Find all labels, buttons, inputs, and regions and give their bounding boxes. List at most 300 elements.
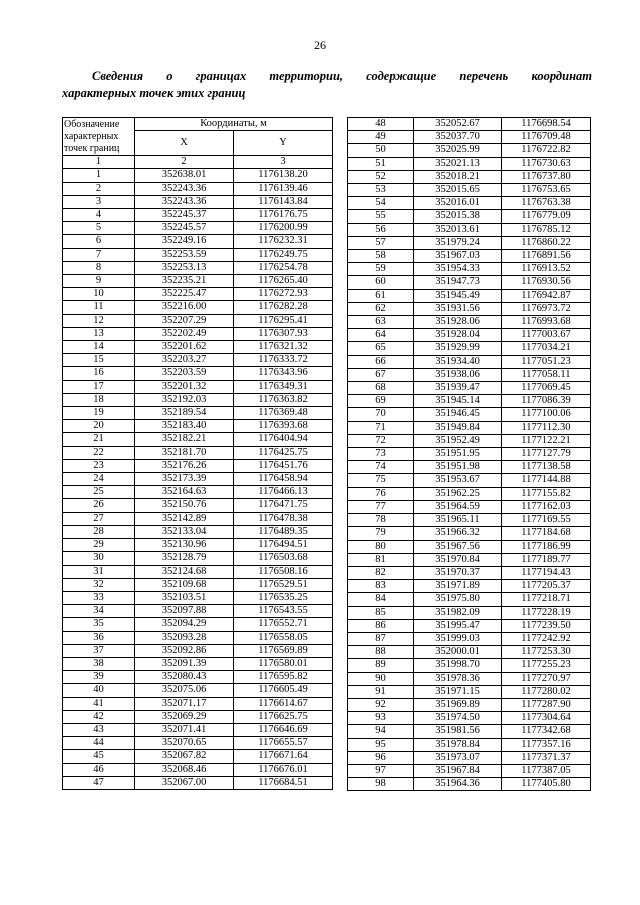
y-coordinate: 1177205.37 <box>502 580 591 593</box>
x-coordinate: 352243.36 <box>135 182 234 195</box>
y-coordinate: 1176625.75 <box>234 710 333 723</box>
table-row <box>348 672 591 685</box>
y-coordinate: 1176569.89 <box>234 644 333 657</box>
point-number: 69 <box>348 395 414 408</box>
table-row <box>63 473 333 486</box>
table-row <box>63 723 333 736</box>
table-row <box>348 553 591 566</box>
point-number: 98 <box>348 778 414 791</box>
y-coordinate: 1176737.80 <box>502 170 591 183</box>
x-coordinate: 352176.26 <box>135 459 234 472</box>
table-row <box>63 525 333 538</box>
x-coordinate: 352253.59 <box>135 248 234 261</box>
x-coordinate: 352068.46 <box>135 763 234 776</box>
table-row <box>348 619 591 632</box>
x-coordinate: 352071.17 <box>135 697 234 710</box>
column-number: 1 <box>63 156 135 169</box>
y-coordinate: 1177127.79 <box>502 448 591 461</box>
x-coordinate: 351962.25 <box>414 487 502 500</box>
point-number: 88 <box>348 646 414 659</box>
header-line: характерных <box>64 130 119 142</box>
x-coordinate: 351934.40 <box>414 355 502 368</box>
table-row <box>63 433 333 446</box>
table-row <box>348 118 591 131</box>
point-number: 50 <box>348 144 414 157</box>
point-number: 75 <box>348 474 414 487</box>
x-coordinate: 352133.04 <box>135 525 234 538</box>
point-number: 27 <box>63 512 135 525</box>
y-coordinate: 1177242.92 <box>502 632 591 645</box>
y-coordinate: 1176891.56 <box>502 250 591 263</box>
table-row <box>348 197 591 210</box>
y-coordinate: 1176535.25 <box>234 591 333 604</box>
table-row <box>348 144 591 157</box>
table-row <box>348 276 591 289</box>
x-coordinate: 351981.56 <box>414 725 502 738</box>
heading-line-2: характерных точек этих границ <box>62 86 246 100</box>
x-coordinate: 352016.01 <box>414 197 502 210</box>
y-coordinate: 1177034.21 <box>502 342 591 355</box>
x-coordinate: 351999.03 <box>414 632 502 645</box>
y-coordinate: 1176478.38 <box>234 512 333 525</box>
x-coordinate: 352150.76 <box>135 499 234 512</box>
table-row <box>63 591 333 604</box>
y-coordinate: 1177144.88 <box>502 474 591 487</box>
table-row <box>63 275 333 288</box>
point-number: 73 <box>348 448 414 461</box>
table-row <box>63 261 333 274</box>
x-coordinate: 351975.80 <box>414 593 502 606</box>
x-coordinate: 352181.70 <box>135 446 234 459</box>
table-row <box>348 223 591 236</box>
point-number: 55 <box>348 210 414 223</box>
point-number: 12 <box>63 314 135 327</box>
point-number: 40 <box>63 684 135 697</box>
table-row <box>348 395 591 408</box>
y-coordinate: 1176494.51 <box>234 539 333 552</box>
table-row <box>63 354 333 367</box>
y-coordinate: 1176684.51 <box>234 776 333 789</box>
point-number: 26 <box>63 499 135 512</box>
y-coordinate: 1176143.84 <box>234 195 333 208</box>
y-coordinate: 1177405.80 <box>502 778 591 791</box>
y-coordinate: 1176860.22 <box>502 236 591 249</box>
point-number: 31 <box>63 565 135 578</box>
point-number: 36 <box>63 631 135 644</box>
point-number: 89 <box>348 659 414 672</box>
x-coordinate: 351928.04 <box>414 329 502 342</box>
point-number: 33 <box>63 591 135 604</box>
x-header: X <box>135 131 234 156</box>
point-number: 81 <box>348 553 414 566</box>
x-coordinate: 352245.57 <box>135 222 234 235</box>
column-number: 3 <box>234 156 333 169</box>
point-number: 52 <box>348 170 414 183</box>
y-coordinate: 1177100.06 <box>502 408 591 421</box>
point-number: 25 <box>63 486 135 499</box>
table-row <box>63 367 333 380</box>
point-number: 94 <box>348 725 414 738</box>
table-row <box>348 712 591 725</box>
y-coordinate: 1177253.30 <box>502 646 591 659</box>
point-number: 29 <box>63 539 135 552</box>
x-coordinate: 351998.70 <box>414 659 502 672</box>
x-coordinate: 352235.21 <box>135 275 234 288</box>
point-number: 61 <box>348 289 414 302</box>
table-row <box>348 606 591 619</box>
point-number: 86 <box>348 619 414 632</box>
y-coordinate: 1176349.31 <box>234 380 333 393</box>
y-coordinate: 1177255.23 <box>502 659 591 672</box>
point-number: 48 <box>348 118 414 131</box>
y-coordinate: 1176404.94 <box>234 433 333 446</box>
point-number: 2 <box>63 182 135 195</box>
y-coordinate: 1176333.72 <box>234 354 333 367</box>
y-coordinate: 1176176.75 <box>234 209 333 222</box>
y-coordinate: 1176393.68 <box>234 420 333 433</box>
x-coordinate: 352164.63 <box>135 486 234 499</box>
point-number: 11 <box>63 301 135 314</box>
y-coordinate: 1177387.05 <box>502 764 591 777</box>
table-row <box>63 552 333 565</box>
table-row <box>348 184 591 197</box>
y-coordinate: 1176552.71 <box>234 618 333 631</box>
x-coordinate: 351951.95 <box>414 448 502 461</box>
x-coordinate: 351967.03 <box>414 250 502 263</box>
coordinates-table-right <box>347 117 591 791</box>
table-row <box>63 222 333 235</box>
x-coordinate: 352182.21 <box>135 433 234 446</box>
point-number: 56 <box>348 223 414 236</box>
y-coordinate: 1176466.13 <box>234 486 333 499</box>
x-coordinate: 351928.06 <box>414 316 502 329</box>
y-coordinate: 1177184.68 <box>502 527 591 540</box>
y-coordinate: 1176655.57 <box>234 737 333 750</box>
table-row <box>348 461 591 474</box>
x-coordinate: 352067.82 <box>135 750 234 763</box>
point-number: 6 <box>63 235 135 248</box>
point-number: 85 <box>348 606 414 619</box>
x-coordinate: 352225.47 <box>135 288 234 301</box>
table-row <box>63 565 333 578</box>
y-coordinate: 1176930.56 <box>502 276 591 289</box>
y-coordinate: 1176369.48 <box>234 407 333 420</box>
table-row <box>348 593 591 606</box>
x-coordinate: 351978.84 <box>414 738 502 751</box>
point-number: 3 <box>63 195 135 208</box>
x-coordinate: 351971.89 <box>414 580 502 593</box>
y-coordinate: 1176973.72 <box>502 302 591 315</box>
y-coordinate: 1177069.45 <box>502 382 591 395</box>
point-number: 68 <box>348 382 414 395</box>
table-row <box>63 288 333 301</box>
x-coordinate: 352067.00 <box>135 776 234 789</box>
table-row <box>348 289 591 302</box>
point-number: 21 <box>63 433 135 446</box>
table-row <box>348 580 591 593</box>
point-number: 51 <box>348 157 414 170</box>
point-number: 80 <box>348 540 414 553</box>
point-number: 65 <box>348 342 414 355</box>
x-coordinate: 351938.06 <box>414 368 502 381</box>
table-row <box>63 393 333 406</box>
y-coordinate: 1176508.16 <box>234 565 333 578</box>
coordinates-table-left <box>62 117 333 790</box>
table-row <box>63 235 333 248</box>
y-coordinate: 1177189.77 <box>502 553 591 566</box>
y-coordinate: 1176558.05 <box>234 631 333 644</box>
point-number: 45 <box>63 750 135 763</box>
x-coordinate: 351973.07 <box>414 751 502 764</box>
x-coordinate: 352130.96 <box>135 539 234 552</box>
table-row <box>63 446 333 459</box>
y-coordinate: 1176503.68 <box>234 552 333 565</box>
table-row <box>348 685 591 698</box>
table-row <box>348 751 591 764</box>
x-coordinate: 352092.86 <box>135 644 234 657</box>
point-number: 32 <box>63 578 135 591</box>
point-number: 35 <box>63 618 135 631</box>
table-row <box>63 710 333 723</box>
y-coordinate: 1177287.90 <box>502 698 591 711</box>
point-number: 18 <box>63 393 135 406</box>
table-row <box>63 776 333 789</box>
y-coordinate: 1177342.68 <box>502 725 591 738</box>
table-row <box>348 382 591 395</box>
x-coordinate: 352025.99 <box>414 144 502 157</box>
x-coordinate: 352203.27 <box>135 354 234 367</box>
table-row <box>348 250 591 263</box>
point-number: 44 <box>63 737 135 750</box>
y-coordinate: 1176451.76 <box>234 459 333 472</box>
table-row <box>63 380 333 393</box>
x-coordinate: 352018.21 <box>414 170 502 183</box>
point-number: 87 <box>348 632 414 645</box>
x-coordinate: 351951.98 <box>414 461 502 474</box>
table-row <box>348 698 591 711</box>
table-row <box>348 157 591 170</box>
x-coordinate: 352091.39 <box>135 657 234 670</box>
x-coordinate: 351995.47 <box>414 619 502 632</box>
table-row <box>63 578 333 591</box>
x-coordinate: 351967.84 <box>414 764 502 777</box>
y-coordinate: 1176722.82 <box>502 144 591 157</box>
x-coordinate: 351978.36 <box>414 672 502 685</box>
y-coordinate: 1176676.01 <box>234 763 333 776</box>
y-coordinate: 1177112.30 <box>502 421 591 434</box>
table-row <box>348 210 591 223</box>
point-number: 57 <box>348 236 414 249</box>
point-number: 76 <box>348 487 414 500</box>
table-row <box>348 355 591 368</box>
point-number: 7 <box>63 248 135 261</box>
table-row <box>63 750 333 763</box>
table-row <box>63 605 333 618</box>
x-coordinate: 351952.49 <box>414 434 502 447</box>
table-row <box>348 316 591 329</box>
table-row <box>348 368 591 381</box>
point-number: 49 <box>348 131 414 144</box>
y-coordinate: 1177239.50 <box>502 619 591 632</box>
y-coordinate: 1176614.67 <box>234 697 333 710</box>
table-row <box>348 236 591 249</box>
y-coordinate: 1176763.38 <box>502 197 591 210</box>
x-coordinate: 351964.59 <box>414 500 502 513</box>
x-coordinate: 352021.13 <box>414 157 502 170</box>
point-number: 46 <box>63 763 135 776</box>
x-coordinate: 351953.67 <box>414 474 502 487</box>
point-number: 59 <box>348 263 414 276</box>
point-number: 24 <box>63 473 135 486</box>
x-coordinate: 352249.16 <box>135 235 234 248</box>
x-coordinate: 352216.00 <box>135 301 234 314</box>
x-coordinate: 351979.24 <box>414 236 502 249</box>
point-number: 78 <box>348 514 414 527</box>
table-row <box>348 170 591 183</box>
point-number: 97 <box>348 764 414 777</box>
x-coordinate: 352202.49 <box>135 327 234 340</box>
table-row <box>348 540 591 553</box>
x-coordinate: 351949.84 <box>414 421 502 434</box>
point-number: 84 <box>348 593 414 606</box>
y-coordinate: 1176272.93 <box>234 288 333 301</box>
y-header: Y <box>234 131 333 156</box>
header-line: точек границ <box>64 142 120 154</box>
point-number: 17 <box>63 380 135 393</box>
point-number: 82 <box>348 566 414 579</box>
point-number: 95 <box>348 738 414 751</box>
point-number: 43 <box>63 723 135 736</box>
y-coordinate: 1176709.48 <box>502 131 591 144</box>
y-coordinate: 1176785.12 <box>502 223 591 236</box>
table-row <box>63 631 333 644</box>
x-coordinate: 351971.15 <box>414 685 502 698</box>
y-coordinate: 1176363.82 <box>234 393 333 406</box>
y-coordinate: 1177194.43 <box>502 566 591 579</box>
x-coordinate: 352093.28 <box>135 631 234 644</box>
y-coordinate: 1176343.96 <box>234 367 333 380</box>
x-coordinate: 352037.70 <box>414 131 502 144</box>
x-coordinate: 352094.29 <box>135 618 234 631</box>
table-row <box>348 632 591 645</box>
y-coordinate: 1176200.99 <box>234 222 333 235</box>
point-number: 39 <box>63 671 135 684</box>
x-coordinate: 351954.33 <box>414 263 502 276</box>
table-row <box>348 302 591 315</box>
x-coordinate: 351947.73 <box>414 276 502 289</box>
table-row <box>63 539 333 552</box>
y-coordinate: 1176529.51 <box>234 578 333 591</box>
table-row <box>348 738 591 751</box>
x-coordinate: 352189.54 <box>135 407 234 420</box>
point-number: 54 <box>348 197 414 210</box>
point-number: 92 <box>348 698 414 711</box>
x-coordinate: 352015.38 <box>414 210 502 223</box>
point-designation-header <box>63 118 135 156</box>
x-coordinate: 352015.65 <box>414 184 502 197</box>
point-number: 10 <box>63 288 135 301</box>
table-row <box>63 327 333 340</box>
point-number: 96 <box>348 751 414 764</box>
x-coordinate: 351945.14 <box>414 395 502 408</box>
table-row <box>348 474 591 487</box>
y-coordinate: 1177186.99 <box>502 540 591 553</box>
point-number: 53 <box>348 184 414 197</box>
y-coordinate: 1176779.09 <box>502 210 591 223</box>
point-number: 47 <box>63 776 135 789</box>
y-coordinate: 1176139.46 <box>234 182 333 195</box>
point-number: 93 <box>348 712 414 725</box>
point-number: 62 <box>348 302 414 315</box>
x-coordinate: 351966.32 <box>414 527 502 540</box>
x-coordinate: 352069.29 <box>135 710 234 723</box>
point-number: 16 <box>63 367 135 380</box>
x-coordinate: 352253.13 <box>135 261 234 274</box>
y-coordinate: 1176254.78 <box>234 261 333 274</box>
point-number: 38 <box>63 657 135 670</box>
x-coordinate: 351967.56 <box>414 540 502 553</box>
x-coordinate: 352243.36 <box>135 195 234 208</box>
x-coordinate: 352142.89 <box>135 512 234 525</box>
x-coordinate: 352173.39 <box>135 473 234 486</box>
table-row <box>348 434 591 447</box>
table-row <box>63 499 333 512</box>
point-number: 90 <box>348 672 414 685</box>
header-line: Обозначение <box>64 118 120 130</box>
x-coordinate: 352201.62 <box>135 341 234 354</box>
point-number: 37 <box>63 644 135 657</box>
x-coordinate: 351970.37 <box>414 566 502 579</box>
point-number: 58 <box>348 250 414 263</box>
point-number: 79 <box>348 527 414 540</box>
y-coordinate: 1176471.75 <box>234 499 333 512</box>
point-number: 22 <box>63 446 135 459</box>
table-row <box>348 329 591 342</box>
x-coordinate: 352052.67 <box>414 118 502 131</box>
point-number: 77 <box>348 500 414 513</box>
table-row <box>348 566 591 579</box>
y-coordinate: 1176282.28 <box>234 301 333 314</box>
y-coordinate: 1176753.65 <box>502 184 591 197</box>
x-coordinate: 351969.89 <box>414 698 502 711</box>
point-number: 41 <box>63 697 135 710</box>
y-coordinate: 1176307.93 <box>234 327 333 340</box>
table-row <box>348 448 591 461</box>
table-row <box>63 209 333 222</box>
y-coordinate: 1176595.82 <box>234 671 333 684</box>
table-row <box>63 486 333 499</box>
y-coordinate: 1177162.03 <box>502 500 591 513</box>
x-coordinate: 351964.36 <box>414 778 502 791</box>
y-coordinate: 1176232.31 <box>234 235 333 248</box>
y-coordinate: 1177357.16 <box>502 738 591 751</box>
y-coordinate: 1177122.21 <box>502 434 591 447</box>
table-row <box>63 657 333 670</box>
table-row <box>63 763 333 776</box>
x-coordinate: 352183.40 <box>135 420 234 433</box>
table-row <box>348 263 591 276</box>
y-coordinate: 1176580.01 <box>234 657 333 670</box>
point-number: 20 <box>63 420 135 433</box>
x-coordinate: 352071.41 <box>135 723 234 736</box>
x-coordinate: 351982.09 <box>414 606 502 619</box>
section-heading <box>62 68 592 102</box>
y-coordinate: 1177304.64 <box>502 712 591 725</box>
point-number: 70 <box>348 408 414 421</box>
y-coordinate: 1176489.35 <box>234 525 333 538</box>
x-coordinate: 351965.11 <box>414 514 502 527</box>
x-coordinate: 352000.01 <box>414 646 502 659</box>
